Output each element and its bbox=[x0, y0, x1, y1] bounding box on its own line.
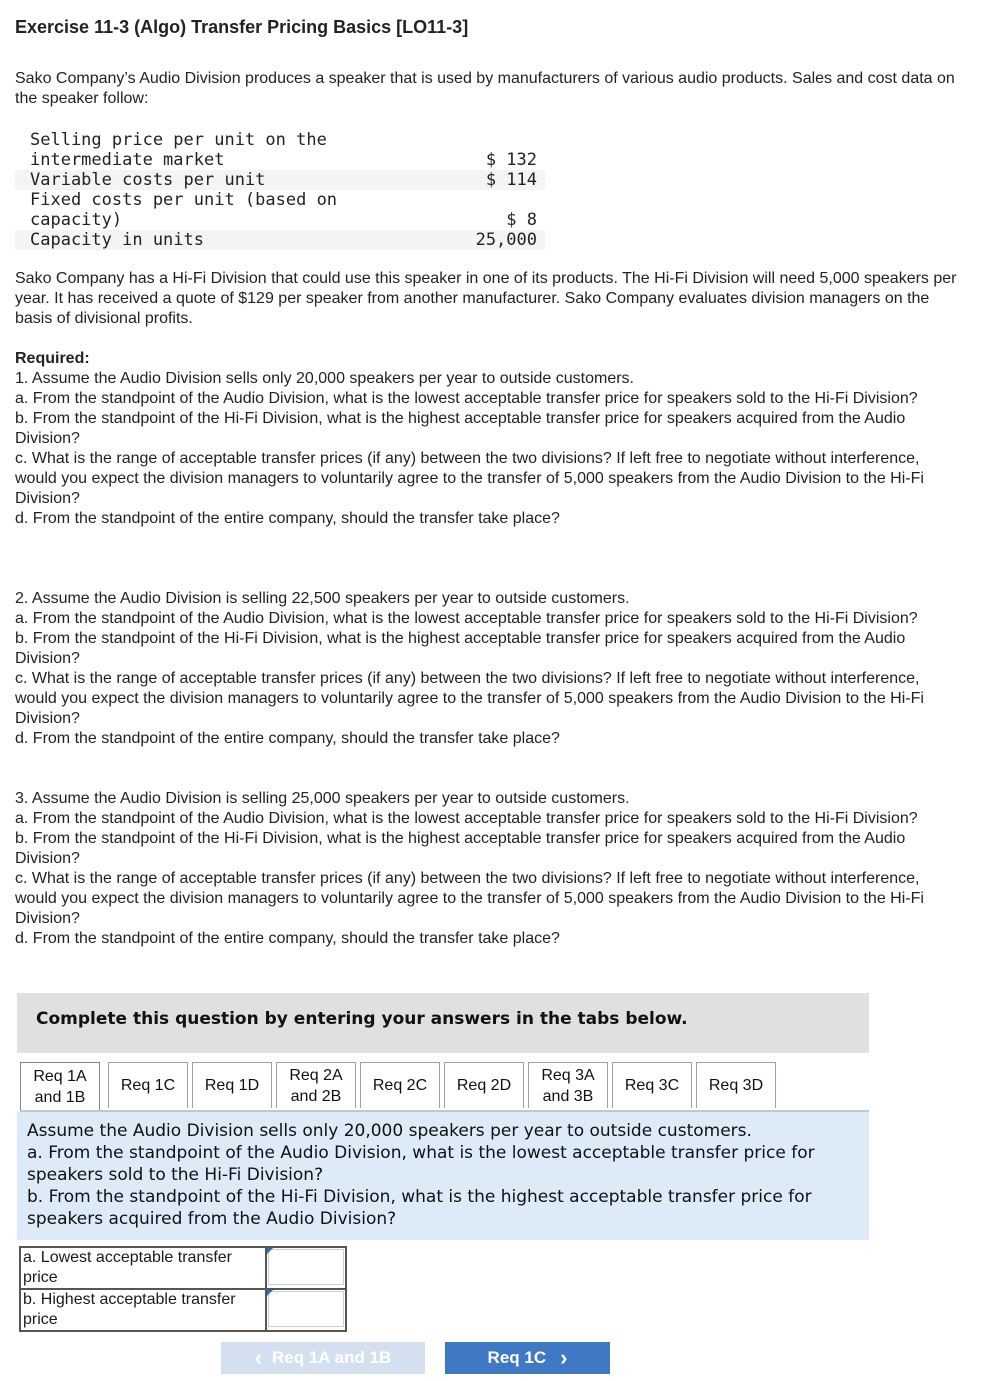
instruction-banner bbox=[17, 993, 869, 1053]
cost-label: Variable costs per unit bbox=[30, 170, 266, 190]
answer-label: b. Highest acceptable transfer price bbox=[20, 1289, 266, 1331]
cost-label: Selling price per unit on the intermediate market bbox=[30, 130, 327, 170]
tab-req-2d[interactable]: Req 2D bbox=[444, 1062, 524, 1108]
prev-tab-label: Req 1A and 1B bbox=[271, 1348, 392, 1367]
question-line: b. From the standpoint of the Hi-Fi Division, what is the highest acceptable transfer price for speakers acquired from the Audio Division? bbox=[15, 830, 906, 867]
answer-table bbox=[19, 1246, 347, 1332]
tab-req-1c[interactable]: Req 1C bbox=[108, 1062, 188, 1108]
tab-req-2c[interactable]: Req 2C bbox=[360, 1062, 440, 1108]
answer-label: a. Lowest acceptable transfer price bbox=[20, 1247, 266, 1289]
question-line: a. From the standpoint of the Audio Division, what is the lowest acceptable transfer price for speakers sold to the Hi-Fi Division? bbox=[15, 610, 918, 627]
input-marker-icon bbox=[267, 1248, 273, 1254]
cost-label: Capacity in units bbox=[30, 230, 204, 250]
question-line: c. What is the range of acceptable transfer prices (if any) between the two divisions? If left free to negotiate without interference, would you expect the division managers to voluntarily agree to the transfer of 5,000 speakers from the Audio Division to the Hi-Fi Division? bbox=[15, 670, 924, 727]
cost-data-table bbox=[15, 130, 545, 250]
question-2-block bbox=[15, 589, 965, 749]
cost-row bbox=[15, 190, 545, 230]
cost-value: 25,000 bbox=[475, 230, 537, 250]
next-tab-button[interactable] bbox=[445, 1342, 610, 1374]
question-line: a. From the standpoint of the Audio Division, what is the lowest acceptable transfer price for speakers sold to the Hi-Fi Division? bbox=[15, 810, 918, 827]
question-line: c. What is the range of acceptable transfer prices (if any) between the two divisions? If left free to negotiate without interference, would you expect the division managers to voluntarily agree to the transfer of 5,000 speakers from the Audio Division to the Hi-Fi Division? bbox=[15, 450, 924, 507]
question-line: b. From the standpoint of the Hi-Fi Division, what is the highest acceptable transfer price for speakers acquired from the Audio Division? bbox=[15, 410, 906, 447]
highest-transfer-price-input[interactable] bbox=[268, 1291, 344, 1327]
intro-text: Sako Company’s Audio Division produces a speaker that is used by manufacturers of various audio products. Sales and cost data on the speaker follow: bbox=[15, 70, 955, 107]
question-line: 3. Assume the Audio Division is selling 25,000 speakers per year to outside customers. bbox=[15, 790, 630, 807]
requirement-tabs bbox=[20, 1062, 869, 1112]
next-tab-label: Req 1C bbox=[487, 1348, 547, 1367]
tab-req-1a-1b[interactable]: Req 1A and 1B bbox=[20, 1062, 100, 1110]
question-line: d. From the standpoint of the entire company, should the transfer take place? bbox=[15, 510, 560, 527]
exercise-title: Exercise 11-3 (Algo) Transfer Pricing Basics [LO11-3] bbox=[15, 17, 469, 37]
question-line: 2. Assume the Audio Division is selling 22,500 speakers per year to outside customers. bbox=[15, 590, 630, 607]
cost-value: $ 114 bbox=[485, 170, 537, 190]
question-3-block bbox=[15, 789, 965, 949]
answer-row bbox=[20, 1289, 346, 1331]
tab-panel bbox=[17, 1112, 869, 1240]
question-line: a. From the standpoint of the Audio Division, what is the lowest acceptable transfer price for speakers sold to the Hi-Fi Division? bbox=[15, 390, 918, 407]
question-line: c. What is the range of acceptable transfer prices (if any) between the two divisions? If left free to negotiate without interference, would you expect the division managers to voluntarily agree to the transfer of 5,000 speakers from the Audio Division to the Hi-Fi Division? bbox=[15, 870, 924, 927]
cost-label: Fixed costs per unit (based on capacity) bbox=[30, 190, 338, 230]
description-text: Sako Company has a Hi-Fi Division that could use this speaker in one of its products. The Hi-Fi Division will need 5,000 speakers per year. It has received a quote of $129 per speaker from another manufacturer. Sako Company evaluates division managers on the basis of divisional profits. bbox=[15, 270, 957, 327]
tab-req-3a-3b[interactable]: Req 3A and 3B bbox=[528, 1062, 608, 1108]
answer-cell bbox=[266, 1289, 346, 1331]
cost-row bbox=[15, 230, 545, 250]
tab-req-1d[interactable]: Req 1D bbox=[192, 1062, 272, 1108]
tab-req-2a-2b[interactable]: Req 2A and 2B bbox=[276, 1062, 356, 1108]
lowest-transfer-price-input[interactable] bbox=[268, 1249, 344, 1285]
question-line: d. From the standpoint of the entire company, should the transfer take place? bbox=[15, 730, 560, 747]
tab-req-3d[interactable]: Req 3D bbox=[696, 1062, 776, 1108]
question-line: d. From the standpoint of the entire company, should the transfer take place? bbox=[15, 930, 560, 947]
panel-prompt bbox=[27, 1120, 857, 1230]
cost-row bbox=[15, 170, 545, 190]
tab-req-3c[interactable]: Req 3C bbox=[612, 1062, 692, 1108]
instruction-text: Complete this question by entering your answers in the tabs below. bbox=[36, 1009, 688, 1029]
cost-value: $ 8 bbox=[506, 210, 537, 230]
required-heading: Required: bbox=[15, 350, 90, 367]
panel-line: b. From the standpoint of the Hi-Fi Division, what is the highest acceptable transfer price for speakers acquired from the Audio Division? bbox=[27, 1187, 812, 1229]
input-marker-icon bbox=[267, 1290, 273, 1296]
required-section bbox=[15, 349, 965, 529]
cost-row bbox=[15, 130, 545, 170]
answer-cell bbox=[266, 1247, 346, 1289]
prev-tab-button[interactable] bbox=[221, 1342, 425, 1374]
answer-row bbox=[20, 1247, 346, 1289]
question-line: 1. Assume the Audio Division sells only 20,000 speakers per year to outside customers. bbox=[15, 370, 634, 387]
cost-value: $ 132 bbox=[485, 150, 537, 170]
chevron-left-icon: ‹ bbox=[254, 1345, 262, 1370]
chevron-right-icon: › bbox=[560, 1345, 568, 1370]
panel-line: Assume the Audio Division sells only 20,000 speakers per year to outside customers. bbox=[27, 1121, 752, 1141]
panel-line: a. From the standpoint of the Audio Division, what is the lowest acceptable transfer price for speakers sold to the Hi-Fi Division? bbox=[27, 1143, 815, 1185]
question-line: b. From the standpoint of the Hi-Fi Division, what is the highest acceptable transfer price for speakers acquired from the Audio Division? bbox=[15, 630, 906, 667]
